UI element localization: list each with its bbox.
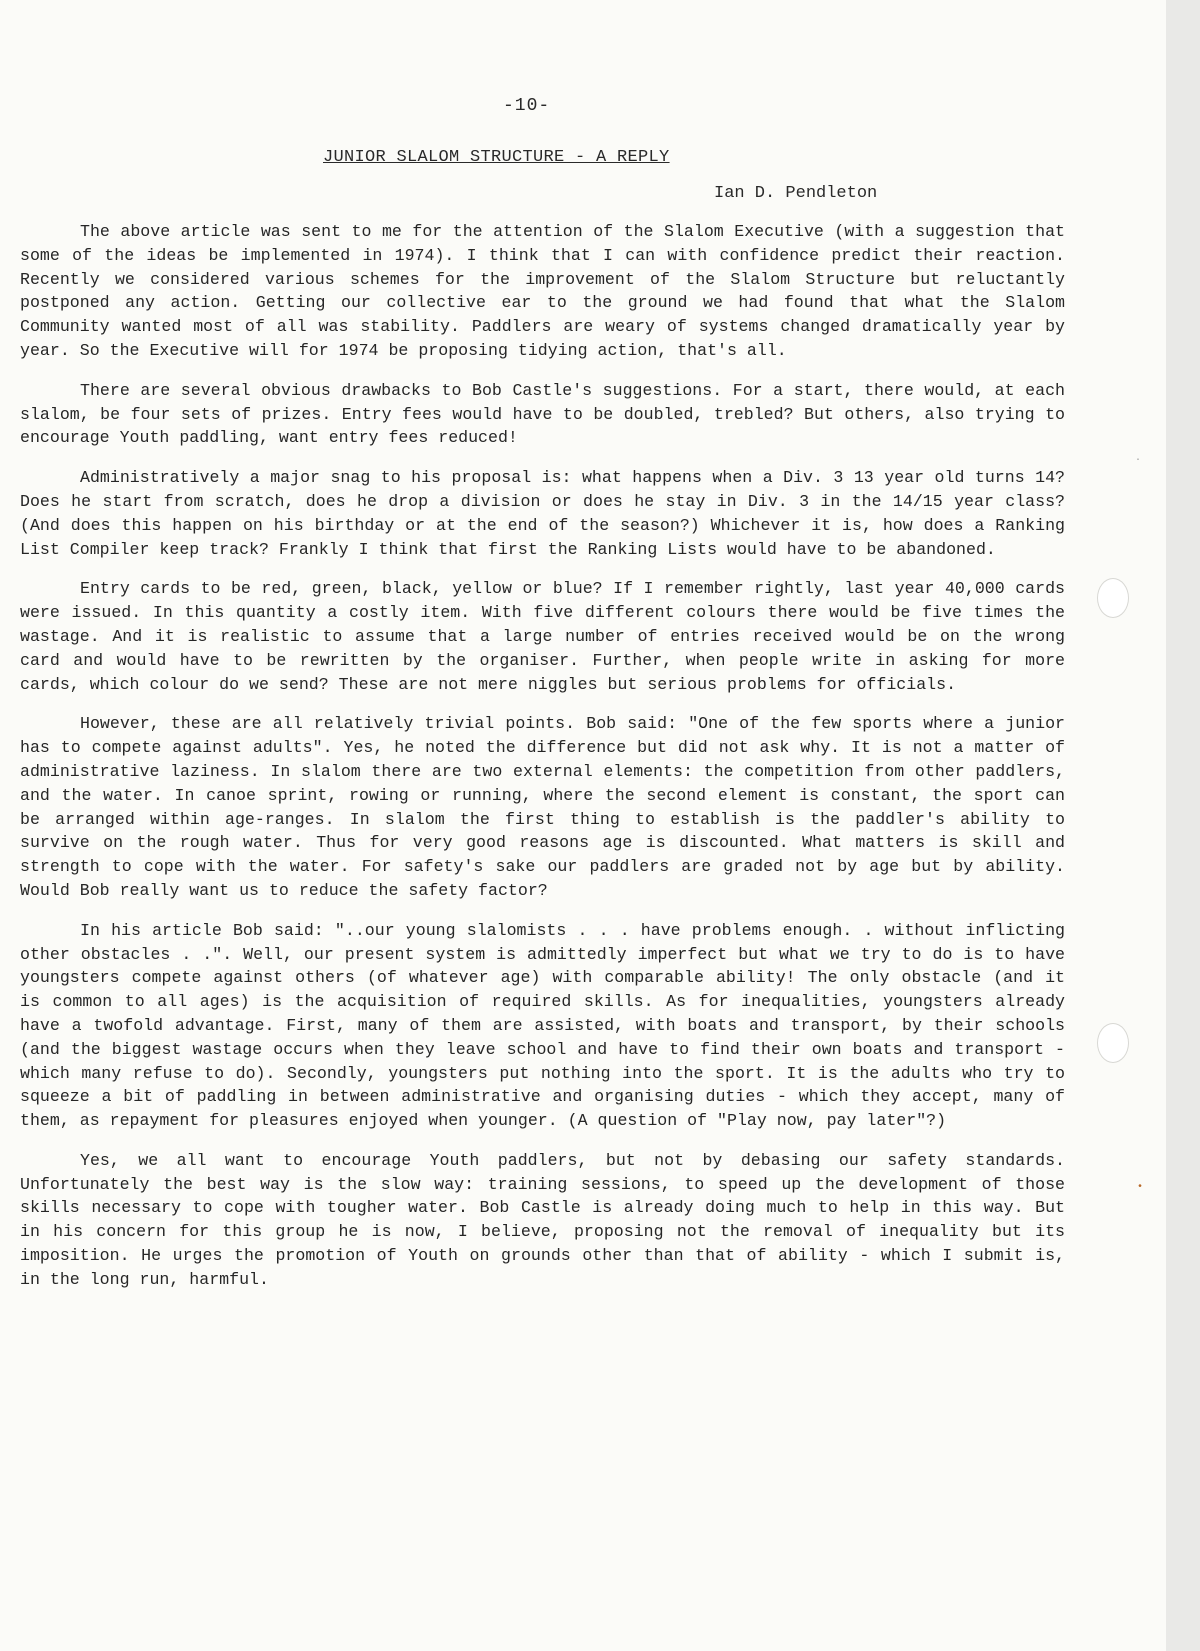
- punch-hole-top: [1097, 578, 1129, 618]
- paragraph-5: However, these are all relatively trivial points. Bob said: "One of the few sports where a junior has to compete against adults". Yes, he noted the difference but did not ask why. It is not a matter of administrative laziness. In slalom there are two external elements: the competition from other paddlers, and the water. In canoe sprint, rowing or running, where the second element is constant, the sport can be arranged within age-ranges. In slalom the first thing to establish is the paddler's ability to survive on the rough water. Thus for very good reasons age is discounted. What matters is skill and strength to cope with the water. For safety's sake our paddlers are graded not by age but by ability. Would Bob really want us to reduce the safety factor?: [20, 714, 1065, 900]
- paragraph-3: Administratively a major snag to his proposal is: what happens when a Div. 3 13 year old turns 14? Does he start from scratch, does he drop a division or does he stay in Div. 3 in the 14/15 year class? (And does this happen on his birthday or at the end of the season?) Whichever it is, how does a Ranking List Compiler keep track? Frankly I think that first the Ranking Lists would have to be abandoned.: [20, 468, 1065, 559]
- paragraph-7: Yes, we all want to encourage Youth paddlers, but not by debasing our safety standards. Unfortunately the best way is the slow way: training sessions, to speed up the development of those skills necessary to cope with tougher water. Bob Castle is already doing much to help in this way. But in his concern for this group he is now, I believe, proposing not the removal of inequality but its imposition. He urges the promotion of Youth on grounds other than that of ability - which I submit is, in the long run, harmful.: [20, 1150, 1065, 1289]
- article-author: Ian D. Pendleton: [714, 184, 878, 203]
- paragraph-2: There are several obvious drawbacks to Bob Castle's suggestions. For a start, there would, at each slalom, be four sets of prizes. Entry fees would have to be doubled, trebled? But others, also trying to encourage Youth paddling, want entry fees reduced!: [20, 380, 1065, 448]
- paragraph-6: In his article Bob said: "..our young slalomists . . . have problems enough. . without inflicting other obstacles . .". Well, our present system is admittedly imperfect but what we try to do is to have youngsters compete against others (of whatever age) with comparable ability! The only obstacle (and it is common to all ages) is the acquisition of required skills. As for inequalities, youngsters already have a twofold advantage. First, many of them are assisted, with boats and transport, by their schools (and the biggest wastage occurs when they leave school and have to find their own boats and transport - which many refuse to do). Secondly, youngsters put nothing into the sport. It is the adults who try to squeeze a bit of paddling in between administrative and organising duties - which they accept, many of them, as repayment for pleasures enjoyed when younger. (A question of "Play now, pay later"?): [20, 920, 1065, 1131]
- article-body: [20, 220, 1065, 1308]
- paper-speck: •: [1137, 1182, 1144, 1193]
- article-title: JUNIOR SLALOM STRUCTURE - A REPLY: [323, 148, 670, 167]
- page-number: -10-: [503, 96, 551, 116]
- paragraph-1: The above article was sent to me for the attention of the Slalom Executive (with a suggestion that some of the ideas be implemented in 1974). I think that I can with confidence predict their reaction. Recently we considered various schemes for the improvement of the Slalom Structure but reluctantly postponed any action. Getting our collective ear to the ground we had found that what the Slalom Community wanted most of all was stability. Paddlers are weary of systems changed dramatically year by year. So the Executive will for 1974 be proposing tidying action, that's all.: [20, 222, 1065, 360]
- punch-hole-bottom: [1097, 1023, 1129, 1063]
- paragraph-4: Entry cards to be red, green, black, yellow or blue? If I remember rightly, last year 40,000 cards were issued. In this quantity a costly item. With five different colours there would be five times the wastage. And it is realistic to assume that a large number of entries received would be on the wrong card and would have to be rewritten by the organiser. Further, when people write in asking for more cards, which colour do we send? These are not mere niggles but serious problems for officials.: [20, 579, 1065, 694]
- paper-speck: ·: [1135, 455, 1142, 466]
